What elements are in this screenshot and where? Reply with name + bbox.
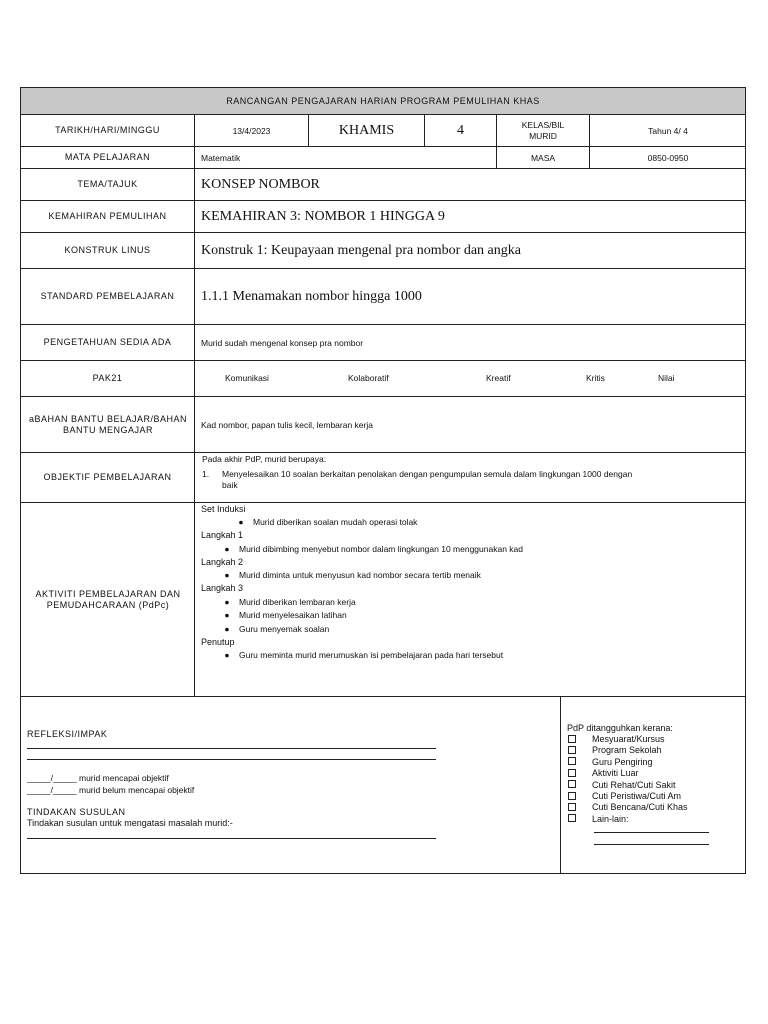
objektif-label: OBJEKTIF PEMBELAJARAN [43, 472, 172, 482]
write-line[interactable] [27, 748, 436, 749]
list-item [215, 609, 347, 621]
list-item-text: Murid diberikan soalan mudah operasi tolak [253, 517, 418, 527]
list-item-text: Murid diminta untuk menyusun kad nombor secara tertib menaik [239, 570, 481, 580]
pak21-label: PAK21 [92, 373, 123, 383]
page-title: RANCANGAN PENGAJARAN HARIAN PROGRAM PEMULIHAN KHAS [226, 95, 540, 106]
pdp-title: PdP ditangguhkan kerana: [567, 723, 673, 733]
bullet-icon: ● [224, 570, 230, 580]
standard-label: STANDARD PEMBELAJARAN [40, 291, 175, 301]
checkbox-icon[interactable] [568, 780, 576, 788]
aktiviti-cell [195, 503, 745, 696]
subject-label: MATA PELAJARAN [64, 152, 151, 162]
checkbox-icon[interactable] [568, 757, 576, 765]
pak21-item: Kreatif [486, 373, 511, 383]
tindakan-label: TINDAKAN SUSULAN [27, 807, 126, 817]
pdp-option[interactable] [568, 745, 688, 756]
bullet-icon: ● [224, 544, 230, 554]
konstruk-value: Konstruk 1: Keupayaan mengenal pra nombor dan angka [201, 242, 521, 258]
pdp-option[interactable] [568, 814, 688, 825]
list-item-text: Guru meminta murid merumuskan isi pembelajaran pada hari tersebut [239, 650, 504, 660]
write-line[interactable] [27, 759, 436, 760]
objektif-item: Menyelesaikan 10 soalan berkaitan penolakan dengan pengumpulan semula dalam lingkungan 1000 dengan [222, 469, 633, 479]
pdp-option-label: Cuti Peristiwa/Cuti Am [592, 791, 682, 802]
list-item-text: Murid menyelesaikan latihan [239, 610, 347, 620]
list-item [215, 543, 523, 555]
bullet-icon: ● [238, 517, 244, 527]
pdp-option[interactable] [568, 802, 688, 813]
pengetahuan-cell [201, 325, 741, 360]
langkah1-heading: Langkah 1 [201, 530, 244, 540]
checkbox-icon[interactable] [568, 769, 576, 777]
pdp-option[interactable] [568, 780, 688, 791]
time-label: MASA [530, 152, 556, 163]
pdp-option-label: Mesyuarat/Kursus [592, 734, 665, 744]
day-cell [309, 115, 424, 146]
kemahiran-label-cell [21, 201, 194, 232]
subject-cell [201, 147, 491, 168]
header-bar [21, 88, 745, 114]
class-cell [590, 115, 746, 146]
subject-value: Matematik [201, 152, 241, 163]
pdp-list [568, 734, 688, 825]
date-label-cell [21, 115, 194, 146]
tema-label-cell [21, 169, 194, 200]
list-item [215, 569, 481, 581]
pdp-option-label: Lain-lain: [592, 813, 629, 824]
subject-label-cell [21, 147, 194, 168]
list-item [215, 649, 503, 661]
pdp-option[interactable] [568, 757, 688, 768]
checkbox-icon[interactable] [568, 735, 576, 743]
pdp-section [561, 697, 745, 874]
pdp-option-label: Program Sekolah [592, 745, 662, 756]
time-cell [590, 147, 746, 168]
pak21-cell [195, 361, 745, 396]
week-value: 4 [457, 122, 464, 138]
pdp-option-label: Guru Pengiring [592, 756, 653, 767]
bullet-icon: ● [224, 650, 230, 660]
konstruk-label-cell [21, 233, 194, 268]
objektif-number: 1. [202, 469, 210, 479]
list-item-text: Guru menyemak soalan [239, 624, 330, 634]
pak21-item: Kritis [586, 373, 605, 383]
kemahiran-cell [201, 201, 741, 232]
time-value: 0850-0950 [647, 152, 689, 163]
pdp-option[interactable] [568, 791, 688, 802]
pak21-label-cell [21, 361, 194, 396]
date-label: TARIKH/HARI/MINGGU [55, 125, 160, 135]
objektif-intro: Pada akhir PdP, murid berupaya: [202, 454, 327, 464]
objektif-label-cell [21, 453, 194, 502]
pengetahuan-label-cell [21, 325, 194, 360]
bahan-label-cell [28, 397, 188, 452]
pdp-option[interactable] [568, 734, 688, 745]
bahan-value: Kad nombor, papan tulis kecil, lembaran kerja [201, 419, 373, 430]
date-value: 13/4/2023 [232, 125, 271, 136]
objektif-cell [195, 453, 745, 502]
konstruk-label: KONSTRUK LINUS [64, 245, 151, 255]
checkbox-icon[interactable] [568, 814, 576, 822]
pak21-item: Komunikasi [225, 373, 269, 383]
checkbox-icon[interactable] [568, 792, 576, 800]
aktiviti-label-cell [24, 503, 192, 696]
pak21-item: Kolaboratif [348, 373, 389, 383]
set-induksi-heading: Set Induksi [201, 504, 246, 514]
class-label: KELAS/BIL MURID [521, 119, 565, 141]
standard-label-cell [21, 269, 194, 324]
langkah3-heading: Langkah 3 [201, 583, 244, 593]
kemahiran-value: KEMAHIRAN 3: NOMBOR 1 HINGGA 9 [201, 208, 445, 224]
bullet-icon: ● [224, 597, 230, 607]
week-cell [425, 115, 496, 146]
standard-cell [201, 269, 741, 324]
tindakan-text: Tindakan susulan untuk mengatasi masalah murid:- [27, 818, 233, 828]
pdp-option-label: Cuti Bencana/Cuti Khas [592, 802, 688, 813]
refleksi-section [21, 697, 560, 874]
write-line[interactable] [594, 844, 709, 845]
checkbox-icon[interactable] [568, 746, 576, 754]
belum-line: _____/_____ murid belum mencapai objektif [27, 785, 195, 795]
class-value: Tahun 4/ 4 [648, 125, 688, 136]
pdp-option[interactable] [568, 768, 688, 779]
pdp-option-label: Cuti Rehat/Cuti Sakit [592, 779, 676, 790]
write-line[interactable] [27, 838, 436, 839]
class-label-cell [497, 115, 589, 146]
standard-value: 1.1.1 Menamakan nombor hingga 1000 [201, 288, 422, 304]
checkbox-icon[interactable] [568, 803, 576, 811]
aktiviti-label: AKTIVITI PEMBELAJARAN DAN PEMUDAHCARAAN (PdPc) [35, 588, 181, 610]
pak21-item: Nilai [658, 373, 675, 383]
langkah2-heading: Langkah 2 [201, 557, 244, 567]
day-value: KHAMIS [338, 122, 395, 138]
list-item-text: Murid dibimbing menyebut nombor dalam lingkungan 10 menggunakan kad [239, 544, 523, 554]
pdp-option-label: Aktiviti Luar [592, 768, 639, 779]
time-label-cell [497, 147, 589, 168]
refleksi-label: REFLEKSI/IMPAK [27, 729, 108, 739]
pengetahuan-label: PENGETAHUAN SEDIA ADA [43, 337, 172, 347]
write-line[interactable] [594, 832, 709, 833]
bahan-cell [201, 397, 741, 452]
list-item-text: Murid diberikan lembaran kerja [239, 597, 356, 607]
bahan-label: aBAHAN BANTU BELAJAR/BAHAN BANTU MENGAJAR [28, 413, 188, 435]
konstruk-cell [201, 233, 741, 268]
pengetahuan-value: Murid sudah mengenal konsep pra nombor [201, 337, 364, 348]
date-cell [195, 115, 308, 146]
bullet-icon: ● [224, 610, 230, 620]
kemahiran-label: KEMAHIRAN PEMULIHAN [48, 211, 167, 221]
mencapai-line: _____/_____ murid mencapai objektif [27, 773, 169, 783]
list-item [215, 596, 356, 608]
tema-cell [201, 169, 741, 200]
bullet-icon: ● [224, 624, 230, 634]
tema-value: KONSEP NOMBOR [201, 176, 320, 192]
tema-label: TEMA/TAJUK [77, 179, 138, 189]
list-item [215, 623, 329, 635]
penutup-heading: Penutup [201, 637, 235, 647]
objektif-item-cont: baik [222, 480, 238, 490]
list-item [229, 516, 417, 528]
